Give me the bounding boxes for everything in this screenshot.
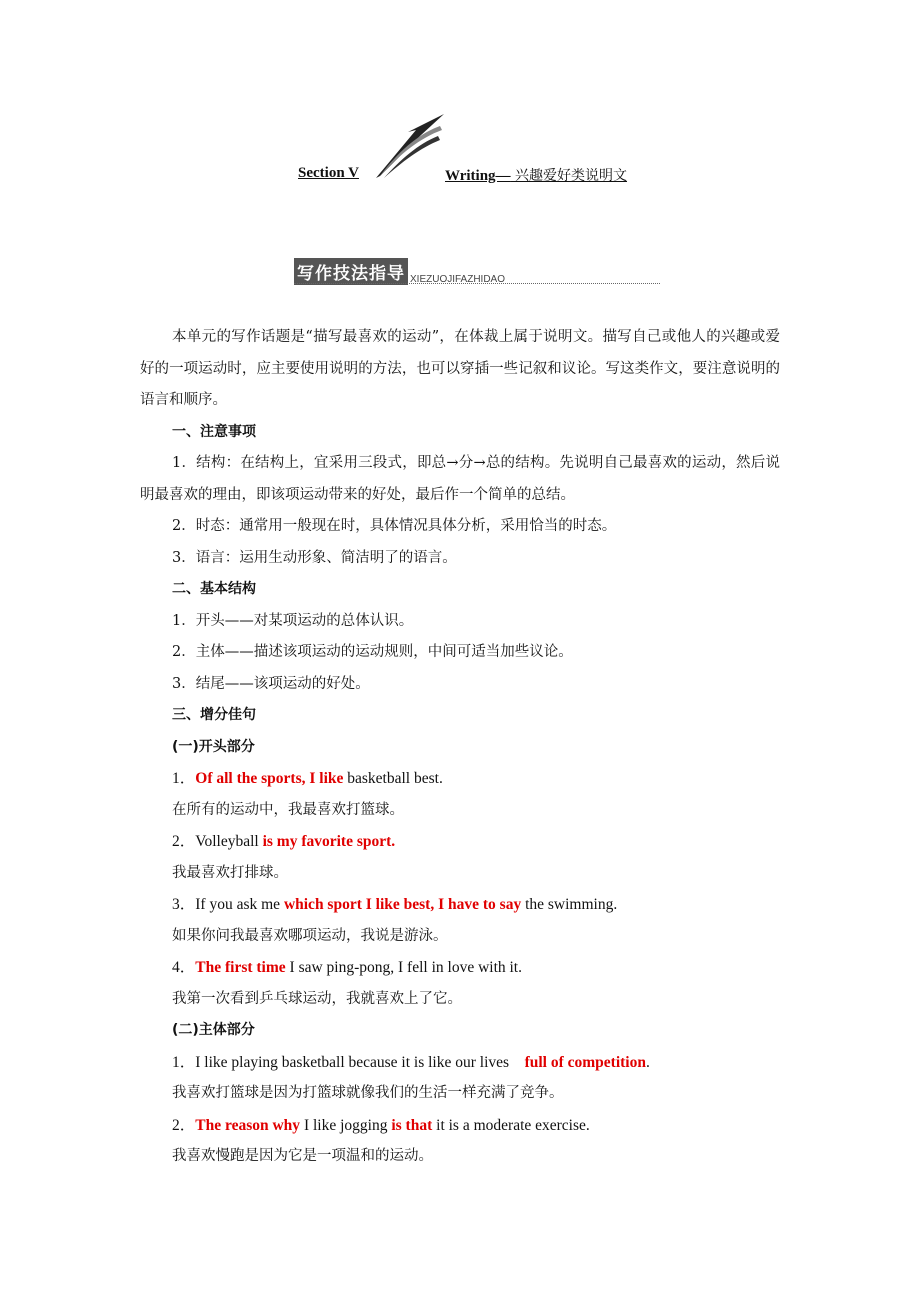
example-sentence: 1．I like playing basketball because it is like our lives full of competition. (172, 1053, 650, 1071)
topic-label: 兴趣爱好类说明文 (510, 168, 628, 184)
heading-sentences: 三、增分佳句 (172, 707, 256, 723)
example-translation: 如果你问我最喜欢哪项运动，我说是游泳。 (172, 927, 448, 944)
document-body (140, 322, 780, 1173)
example-translation: 我第一次看到乒乓球运动，我就喜欢上了它。 (172, 990, 462, 1007)
example-sentence: 1．Of all the sports, I like basketball best. (172, 770, 443, 787)
heading-structure: 二、基本结构 (172, 581, 256, 597)
example-translation: 我最喜欢打排球。 (172, 864, 288, 881)
banner-pinyin: XIEZUOJIFAZHIDAO (410, 274, 506, 285)
example-sentence: 2．The reason why I like jogging is that it is a moderate exercise. (172, 1116, 590, 1134)
banner-label: 写作技法指导 (294, 258, 408, 285)
example-sentence: 2．Volleyball is my favorite sport. (172, 833, 396, 850)
list-item: 2．主体——描述该项运动的运动规则，中间可适当加些议论。 (172, 644, 573, 660)
subheading-opening: (一)开头部分 (172, 738, 255, 755)
section-banner (294, 258, 505, 285)
example-translation: 我喜欢打篮球是因为打篮球就像我们的生活一样充满了竞争。 (172, 1085, 564, 1101)
example-sentence: 4．The first time I saw ping-pong, I fell in love with it. (172, 959, 522, 976)
swoosh-logo-icon (368, 112, 448, 182)
section-label: Section V (298, 165, 359, 181)
list-item: 2．时态：通常用一般现在时，具体情况具体分析，采用恰当的时态。 (172, 518, 617, 534)
intro-paragraph: 本单元的写作话题是“描写最喜欢的运动”，在体裁上属于说明文。描写自己或他人的兴趣或爱好的一项运动时，应主要使用说明的方法，也可以穿插一些记叙和议论。写这类作文，要注意说明的语言和顺序。 (140, 329, 780, 408)
dotted-divider (294, 283, 660, 284)
example-translation: 在所有的运动中，我最喜欢打篮球。 (172, 801, 404, 818)
example-sentence: 3．If you ask me which sport I like best, I have to say the swimming. (172, 896, 618, 913)
list-item: 3．语言：运用生动形象、简洁明了的语言。 (172, 549, 457, 566)
writing-label: Writing— (445, 168, 511, 184)
heading-notes: 一、注意事项 (172, 423, 256, 440)
list-item: 1．结构：在结构上，宜采用三段式，即总→分→总的结构。先说明自己最喜欢的运动，然后说明最喜欢的理由，即该项运动带来的好处，最后作一个简单的总结。 (140, 455, 780, 503)
list-item: 3．结尾——该项运动的好处。 (172, 675, 370, 692)
subheading-body: (二)主体部分 (172, 1022, 255, 1038)
list-item: 1．开头——对某项运动的总体认识。 (172, 612, 414, 629)
example-translation: 我喜欢慢跑是因为它是一项温和的运动。 (172, 1148, 433, 1164)
